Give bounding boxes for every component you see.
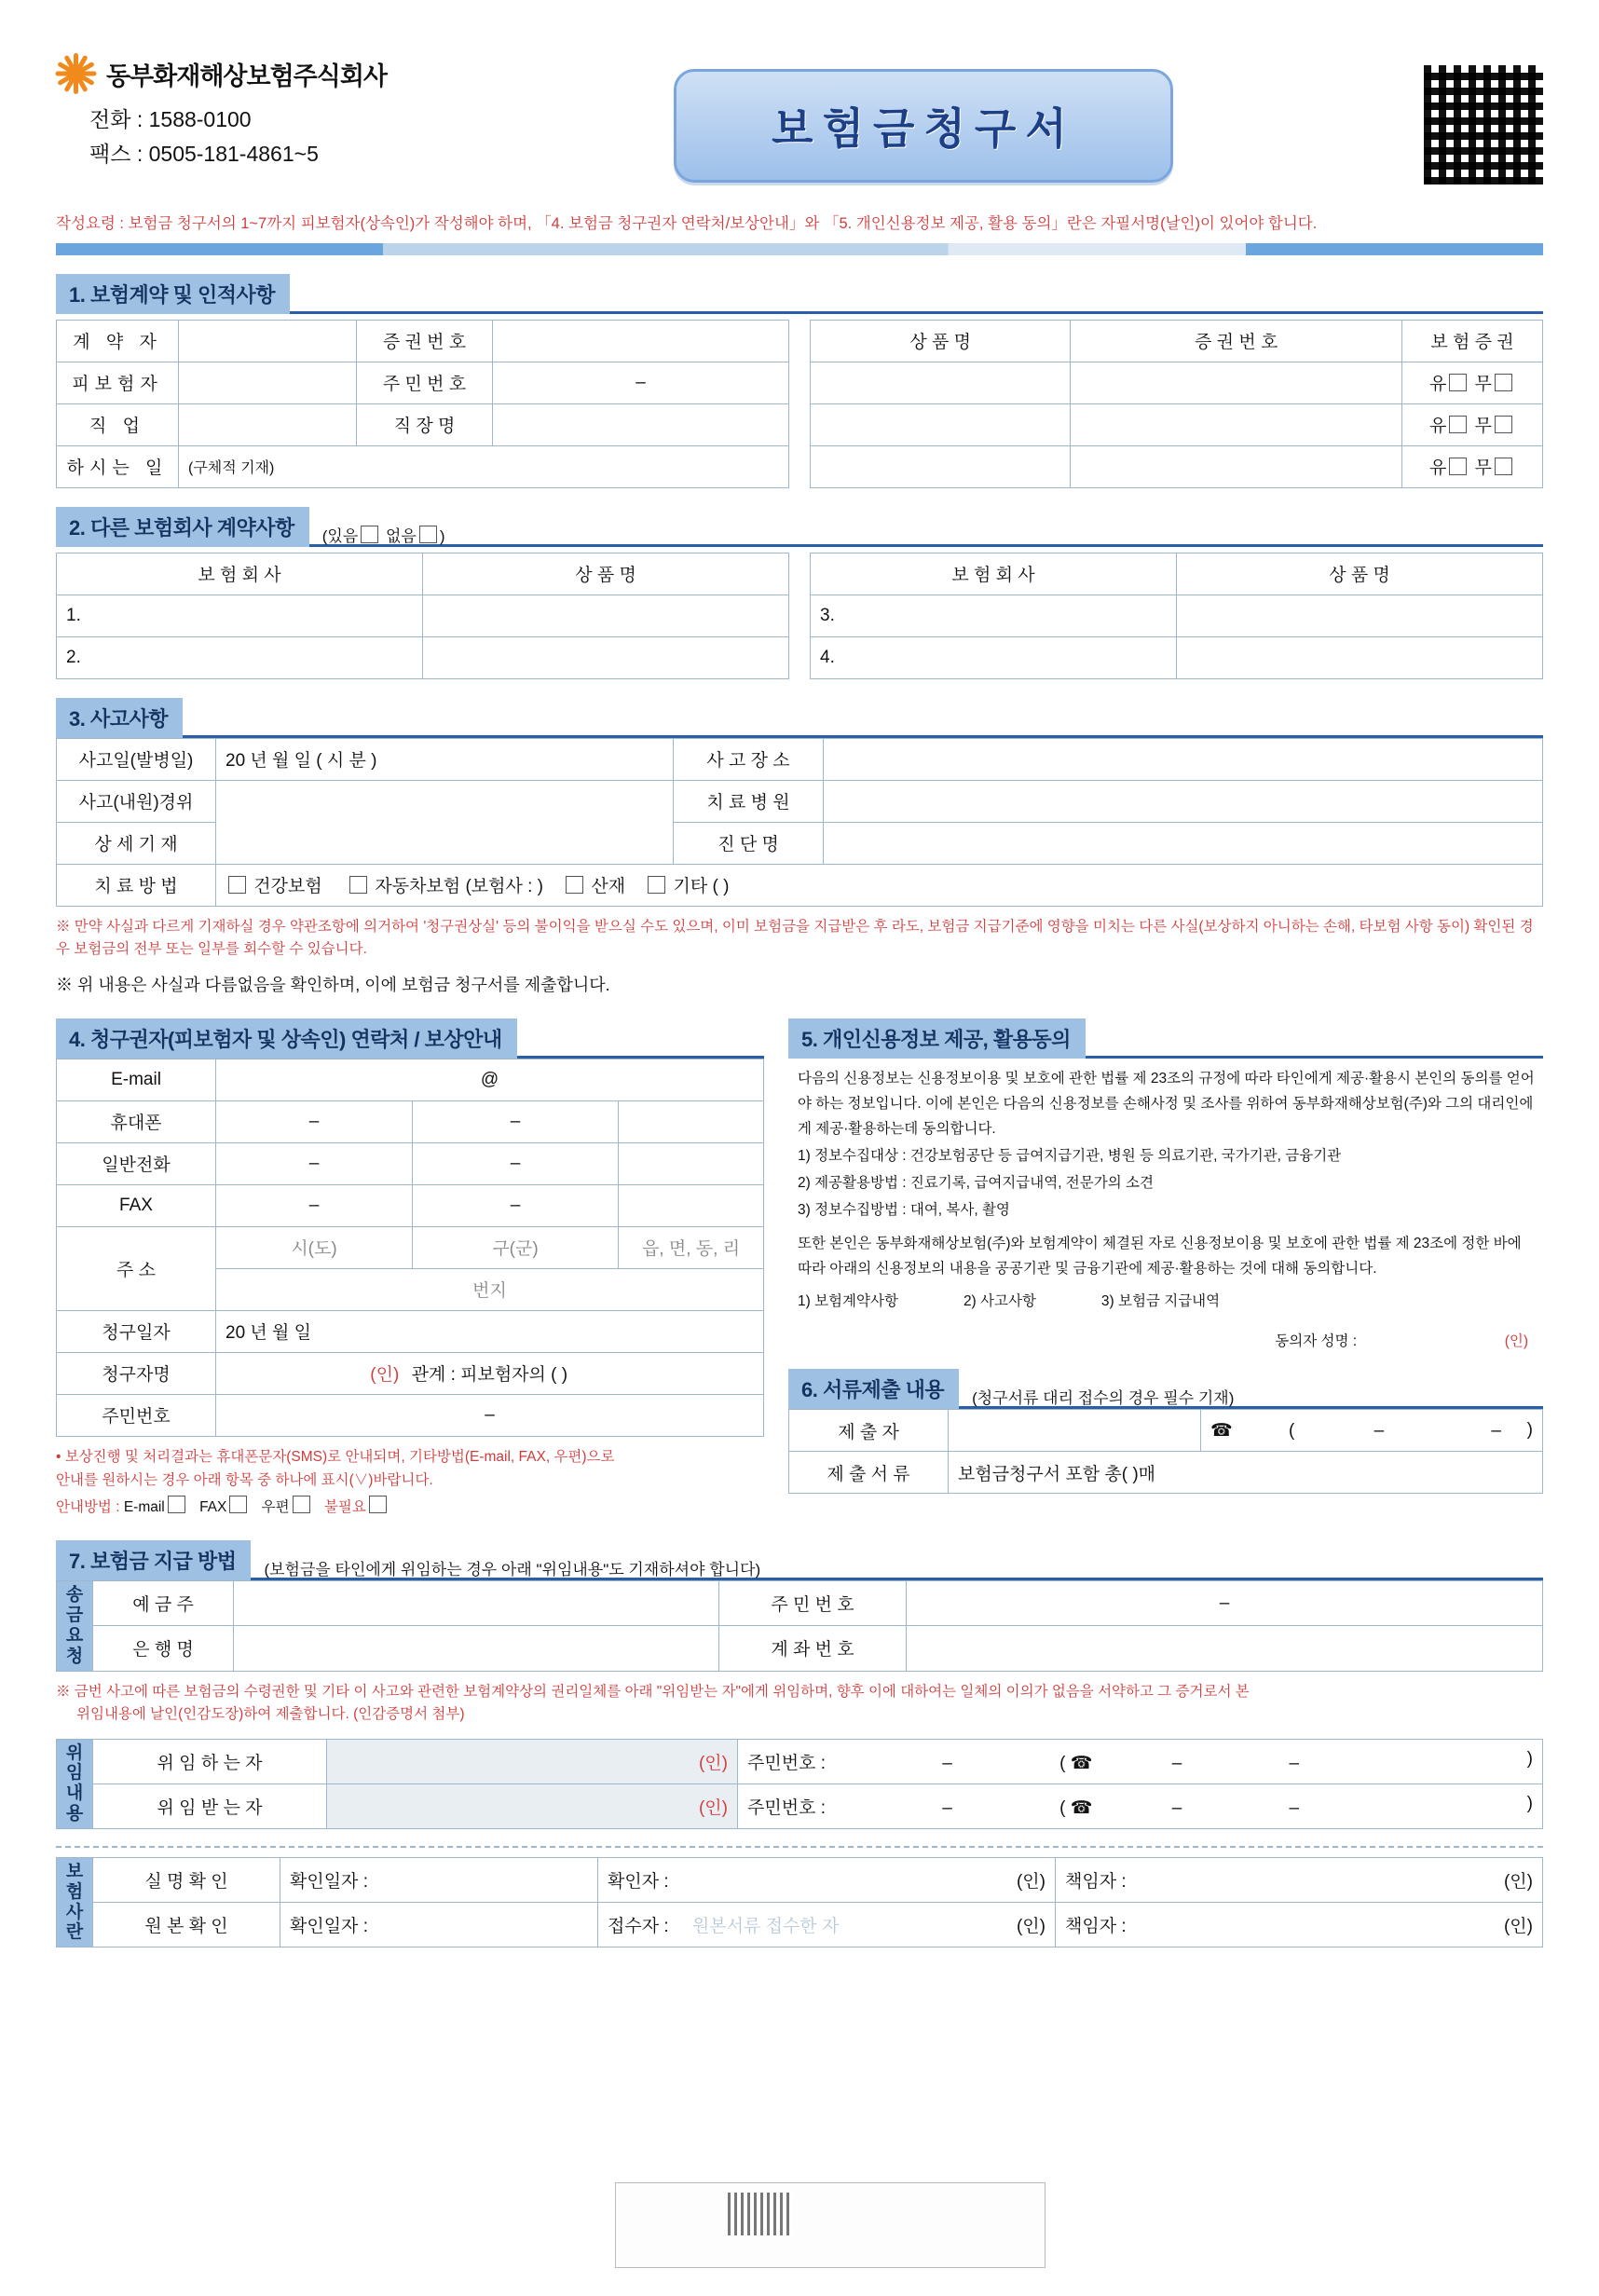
company-block [56,54,387,168]
form-instruction: 작성요령 : 보험금 청구서의 1~7까지 피보험자(상속인)가 작성해야 하며, 「4. 보험금 청구권자 연락처/보상안내」와 「5. 개인신용정보 제공, 활용 동의」란은 자필서명(날인)이 있어야 합니다. [56,215,1318,232]
input-fax-1[interactable]: – [216,1184,413,1226]
input-diagnosis[interactable] [824,822,1543,864]
section-7-extra: (보험금을 타인에게 위임하는 경우 아래 "위임내용"도 기재하셔야 합니다) [251,1556,760,1580]
policy-doc-yes: 유 [1429,417,1447,437]
section-1-title: 1. 보험계약 및 인적사항 [56,274,290,314]
table-row [57,1059,764,1100]
section-1-rule [290,287,1543,314]
input-submitter-phone[interactable] [1201,1410,1543,1452]
input-product-name[interactable] [811,362,1071,403]
paren-right: ) [1526,1419,1533,1440]
table-row [811,594,1543,636]
label-claim-date: 청구일자 [57,1310,216,1352]
label-detail: 상 세 기 재 [57,822,216,864]
input-product-name[interactable] [811,445,1071,487]
consent-p5: 또한 본인은 동부화재해상보험(주)와 보험계약이 체결된 자로 신용정보이용 및 보호에 관한 법률 제 23조에 정한 바에 따라 아래의 신용정보의 내용을 공공기관 및 금융기관에 제공·활용하는 것에 대해 동의합니다. [798,1235,1522,1277]
other-ins-yes: 있음 [327,526,359,545]
delegator-detail[interactable] [738,1739,1543,1784]
consent-seal: (인) [1504,1332,1528,1349]
policy-doc-no: 무 [1474,458,1492,479]
label-job: 직 업 [57,403,179,445]
dash-1: – [1374,1420,1385,1441]
manager-label-2: 책임자 : [1065,1917,1127,1937]
sun-logo-icon [56,54,95,93]
section-6-header [788,1369,1543,1409]
receiver-label: 접수자 : [608,1917,669,1937]
addr-part-dong[interactable]: 읍, 면, 동, 리 [619,1226,764,1268]
manager-label: 책임자 : [1065,1872,1127,1893]
section-4-header [56,1018,764,1059]
accident-confirm: ※ 위 내용은 사실과 다름없음을 확인하며, 이에 보험금 청구서를 제출합니다. [56,975,610,994]
accident-warning: ※ 만약 사실과 다르게 기재하실 경우 약관조항에 의거하여 '청구권상실' 등의 불이익을 받으실 수도 있으며, 이미 보험금을 지급받은 후 라도, 보험금 지급기준에 영향을 미치는 다른 사실(보상하지 아니하는 손해, 타보험 사항 동이) 확인된 경우 보험금의 전부 또는 일부를 회수할 수 있습니다. [56,918,1534,957]
policy-doc-yes: 유 [1429,375,1447,395]
checkbox-health-insurance[interactable] [228,876,246,894]
col-insurer: 보 험 회 사 [811,553,1177,594]
consent-p4: 3) 정보수집방법 : 대여, 복사, 촬영 [798,1202,1010,1219]
delegator-dash2: – [1171,1753,1182,1773]
dashed-separator [56,1846,1543,1848]
input-manager-2[interactable] [1056,1903,1543,1948]
consent-item-3: 3) 보험금 지급내역 [1100,1292,1221,1309]
checkbox-none[interactable] [369,1496,387,1513]
table-row [57,864,1543,906]
label-holder-ssn: 주 민 번 호 [719,1581,907,1626]
input-insurer-2[interactable]: 2. [57,636,423,678]
input-product-name[interactable] [811,403,1071,445]
input-accident-place[interactable] [824,738,1543,780]
input-insurer-3[interactable]: 3. [811,594,1177,636]
policy-doc-no: 무 [1474,375,1492,395]
table-header-row [811,320,1543,362]
option-email: E-mail [123,1499,165,1516]
input-email[interactable]: @ [216,1059,764,1100]
label-account-holder: 예 금 주 [93,1581,234,1626]
option-auto-insurance: 자동차보험 (보험사 : ) [375,877,543,897]
section-1-left [56,320,789,488]
delegatee-dash2: – [1171,1797,1182,1818]
section-7-header [56,1540,1543,1580]
section-6-title: 6. 서류제출 내용 [788,1369,959,1409]
contact-table [56,1059,764,1437]
input-holder-ssn[interactable]: – [907,1581,1543,1626]
table-row [57,780,1543,822]
delegation-warning-line1: ※ 금번 사고에 따른 보험금의 수령권한 및 기타 이 사고와 관련한 보험계약상의 권리일체를 아래 "위임받는 자"에게 위임하며, 향후 이에 대하여는 일체의 이의가 없음을 서약하고 그 증거로서 본 [56,1683,1250,1700]
col-product: 상 품 명 [423,553,789,594]
label-treatment-method: 치 료 방 법 [57,864,216,906]
label-submitter: 제 출 자 [789,1410,949,1452]
input-ssn[interactable]: – [493,362,789,403]
table-row [57,1184,764,1226]
table-row [57,1784,1543,1828]
option-none: 불필요 [323,1499,366,1516]
consent-p3: 2) 제공활용방법 : 진료기록, 급여지급내역, 전문가의 소견 [798,1175,1154,1192]
payment-vertical-label: 송 금 요 청 [57,1581,93,1671]
input-policy-no[interactable] [1071,403,1402,445]
seal-mark: (인) [370,1365,400,1386]
paren-right: ) [1526,1793,1533,1813]
input-account-holder[interactable] [234,1581,719,1626]
input-verify-date[interactable]: 확인일자 : [280,1857,598,1902]
policy-doc-choice[interactable] [1402,362,1543,403]
page-header [56,54,1543,184]
col-policy-doc: 보 험 증 권 [1402,320,1543,362]
delegator-dash3: – [1289,1753,1300,1773]
input-insurer-4[interactable]: 4. [811,636,1177,678]
input-tel-3[interactable] [619,1142,764,1184]
input-claimant-name[interactable] [216,1352,764,1394]
label-workplace: 직 장 명 [357,403,493,445]
delegatee-detail[interactable] [738,1784,1543,1828]
input-product-4[interactable] [1177,636,1543,678]
table-row [57,594,789,636]
paren-left: ( [1288,1420,1295,1441]
label-claimant-ssn: 주민번호 [57,1394,216,1436]
checkbox-no[interactable] [419,526,437,543]
table-row [57,1581,1543,1626]
delegatee-seal: (인) [698,1797,728,1818]
table-row [57,1100,764,1142]
delegator-dash: – [942,1753,952,1773]
consent-text [788,1059,1543,1354]
qr-code-icon [1424,65,1543,184]
section-3-rule [183,711,1543,738]
label-contractor: 계 약 자 [57,320,179,362]
section-5-header [788,1018,1543,1059]
label-insured: 피보험자 [57,362,179,403]
checkbox-yes[interactable] [1449,416,1467,433]
delegation-warning [56,1681,1543,1726]
input-receiver[interactable] [598,1903,1056,1948]
input-manager[interactable] [1056,1857,1543,1902]
policy-doc-yes: 유 [1429,458,1447,479]
other-insurance-table-right [810,553,1543,679]
input-account-no[interactable] [907,1626,1543,1671]
checkbox-industrial[interactable] [566,876,583,894]
table-row [57,1903,1543,1948]
label-mobile: 휴대폰 [57,1100,216,1142]
consent-item-1: 1) 보험계약사항 [798,1292,898,1309]
addr-part-gugun[interactable]: 구(군) [413,1226,619,1268]
section-1-right [810,320,1543,488]
label-email: E-mail [57,1059,216,1100]
option-fax: FAX [199,1499,227,1516]
table-row [57,403,789,445]
table-row [57,1310,764,1352]
input-claim-date[interactable]: 20 년 월 일 [216,1310,764,1352]
input-policy-no[interactable] [1071,362,1402,403]
label-original-verify: 원 본 확 인 [93,1903,280,1948]
section-2-choice[interactable]: (있음 없음 ) [309,523,445,547]
dash-2: – [1491,1420,1501,1441]
paren-left: ( [1059,1797,1066,1818]
option-post: 우편 [261,1499,290,1516]
input-accident-date[interactable]: 20 년 월 일 ( 시 분 ) [216,738,674,780]
section-5-title: 5. 개인신용정보 제공, 활용동의 [788,1018,1086,1059]
option-other: 기타 ( ) [673,877,730,897]
input-submitter[interactable] [949,1410,1201,1452]
policy-doc-choice[interactable] [1402,445,1543,487]
checkbox-no[interactable] [1495,374,1512,391]
section-1-header [56,274,1543,314]
delegatee-dash3: – [1289,1797,1300,1818]
input-product-2[interactable] [423,636,789,678]
input-product-1[interactable] [423,594,789,636]
table-header-row [811,553,1543,594]
input-tel-2[interactable]: – [413,1142,619,1184]
delegatee-dash: – [942,1797,952,1818]
section-5-rule [1086,1032,1543,1059]
page-title [674,69,1173,183]
document-submit-table [788,1409,1543,1494]
checkbox-no[interactable] [1495,458,1512,475]
col-product: 상 품 명 [1177,553,1543,594]
input-contractor[interactable] [179,320,357,362]
checkbox-yes[interactable] [361,526,378,543]
payment-table [56,1580,1543,1671]
receiver-stamp: 원본서류 접수한 자 [691,1917,840,1937]
table-row [57,362,789,403]
table-row [811,403,1543,445]
other-insurance-right [810,553,1543,679]
delegation-warning-line2: 위임내용에 날인(인감도장)하여 제출합니다. (인감증명서 첨부) [76,1705,465,1722]
delegation-table [56,1739,1543,1829]
consent-p2: 1) 정보수집대상 : 건강보험공단 등 급여지급기관, 병원 등 의료기관, 국가기관, 금융기관 [798,1148,1342,1165]
label-delegatee: 위 임 받 는 자 [93,1784,327,1828]
label-fax: FAX [57,1184,216,1226]
table-row [57,1626,1543,1671]
input-delegatee[interactable] [327,1784,738,1828]
input-delegator[interactable] [327,1739,738,1784]
section-3-title: 3. 사고사항 [56,698,183,738]
input-workplace[interactable] [493,403,789,445]
input-verifier[interactable] [598,1857,1056,1902]
contact-guide-line1: • 보상진행 및 처리결과는 휴대폰문자(SMS)로 안내되며, 기타방법(E-mail, FAX, 우편)으로 [56,1448,615,1465]
company-fax: 팩스 : 0505-181-4861~5 [89,142,319,166]
company-phone: 전화 : 1588-0100 [89,107,252,131]
policy-doc-no: 무 [1474,417,1492,437]
table-row [57,320,789,362]
verifier-seal: (인) [1016,1872,1046,1893]
label-diagnosis: 진 단 명 [674,822,824,864]
contact-guide [56,1446,764,1520]
phone-icon: ☎ [1070,1797,1093,1818]
label-telephone: 일반전화 [57,1142,216,1184]
input-bank-name[interactable] [234,1626,719,1671]
delegator-seal: (인) [698,1753,728,1773]
section-2-body [56,553,1543,679]
insurer-office-table [56,1857,1543,1948]
input-hospital[interactable] [824,780,1543,822]
manager-seal-2: (인) [1503,1917,1533,1937]
option-industrial: 산재 [591,877,626,897]
label-ssn: 주 민 번 호 [357,362,493,403]
input-mobile-3[interactable] [619,1100,764,1142]
input-fax-3[interactable] [619,1184,764,1226]
checkbox-other[interactable] [648,876,665,894]
other-insurance-left [56,553,789,679]
checkbox-yes[interactable] [1449,458,1467,475]
table-row [57,1857,1543,1902]
table-row [57,738,1543,780]
addr-part-sido[interactable]: 시(도) [216,1226,413,1268]
input-insured[interactable] [179,362,357,403]
checkbox-yes[interactable] [1449,374,1467,391]
section-7-rule [760,1553,1543,1580]
table-row [57,1394,764,1436]
consent-sign-label: 동의자 성명 : [1275,1332,1358,1349]
label-accident-cause: 사고(내원)경위 [57,780,216,822]
table-row [57,445,789,487]
relation-text: 관계 : 피보험자의 ( ) [411,1365,568,1386]
section-4 [56,1000,764,1520]
delegatee-ssn-label: 주민번호 : [747,1797,826,1818]
input-mobile-2[interactable]: – [413,1100,619,1142]
contract-person-table [56,320,789,488]
section-2-header [56,507,1543,547]
input-product-3[interactable] [1177,594,1543,636]
checkbox-email[interactable] [168,1496,185,1513]
input-claimant-ssn[interactable]: – [216,1394,764,1436]
col-product-name: 상 품 명 [811,320,1071,362]
table-row [789,1452,1543,1494]
table-row [57,636,789,678]
contact-guide-line2: 안내를 원하시는 경우 아래 항목 중 하나에 표시(∨)바랍니다. [56,1471,433,1488]
label-accident-place: 사 고 장 소 [674,738,824,780]
mid-columns [56,1000,1543,1520]
input-mobile-1[interactable]: – [216,1100,413,1142]
col-insurer: 보 험 회 사 [57,553,423,594]
checkbox-fax[interactable] [229,1496,247,1513]
paren-right: ) [1526,1748,1533,1769]
contact-method-row[interactable] [56,1496,764,1520]
label-work-detail: 하시는 일 [57,445,179,487]
label-name-verify: 실 명 확 인 [93,1857,280,1902]
input-work-detail[interactable]: (구체적 기재) [179,445,789,487]
section-4-title: 4. 청구권자(피보험자 및 상속인) 연락처 / 보상안내 [56,1018,517,1059]
checkbox-auto-insurance[interactable] [349,876,367,894]
phone-icon: ☎ [1070,1753,1093,1773]
delegator-ssn-label: 주민번호 : [747,1753,826,1773]
label-policy-no: 증 권 번 호 [357,320,493,362]
input-policy-no[interactable] [1071,445,1402,487]
section-5-6 [788,1000,1543,1520]
other-ins-no: 없음 [385,526,417,545]
input-policy-no[interactable] [493,320,789,362]
delegation-vertical-label: 위 임 내 용 [57,1739,93,1828]
table-row [789,1410,1543,1452]
input-tel-1[interactable]: – [216,1142,413,1184]
table-row [57,1142,764,1184]
label-hospital: 치 료 병 원 [674,780,824,822]
table-row [57,1226,764,1268]
label-claimant-name: 청구자명 [57,1352,216,1394]
input-fax-2[interactable]: – [413,1184,619,1226]
accident-table [56,738,1543,907]
label-delegator: 위 임 하 는 자 [93,1739,327,1784]
insurer-vertical-label: 보 험 사 란 [57,1857,93,1947]
section-6-extra: (청구서류 대리 접수의 경우 필수 기재) [959,1385,1234,1409]
checkbox-post[interactable] [293,1496,310,1513]
contact-method-label: 안내방법 : [56,1499,120,1516]
policy-doc-choice[interactable] [1402,403,1543,445]
input-accident-cause[interactable] [216,780,674,864]
input-original-date[interactable]: 확인일자 : [280,1903,598,1948]
addr-part-bunji[interactable]: 번지 [216,1268,764,1310]
input-job[interactable] [179,403,357,445]
col-policy-no: 증 권 번 호 [1071,320,1402,362]
section-7-title: 7. 보험금 지급 방법 [56,1540,251,1580]
table-row [57,1352,764,1394]
table-row [57,1739,1543,1784]
section-3-header [56,698,1543,738]
verifier-label: 확인자 : [608,1872,669,1893]
phone-icon: ☎ [1210,1420,1233,1441]
consent-item-2: 2) 사고사항 [963,1292,1036,1309]
table-row [811,362,1543,403]
page-title-text: 보험금청구서 [772,104,1076,153]
section-1-body [56,320,1543,488]
checkbox-no[interactable] [1495,416,1512,433]
section-4-rule [517,1032,764,1059]
input-documents[interactable]: 보험금청구서 포함 총( )매 [949,1452,1543,1494]
input-insurer-1[interactable]: 1. [57,594,423,636]
table-row [811,636,1543,678]
consent-p1: 다음의 신용정보는 신용정보이용 및 보호에 관한 법률 제 23조의 규정에 따라 타인에게 제공·활용시 본인의 동의를 얻어야 하는 정보입니다. 이에 본인은 다음의 신용정보를 손해사정 및 조사를 위하여 동부화재해상보험(주)와 그의 대리인에게 제공·활용하는데 동의합니다. [798,1070,1535,1138]
company-name: 동부화재해상보험주식회사 [106,62,387,90]
table-header-row [57,553,789,594]
divider-bar [56,243,1543,255]
section-2-rule [445,520,1543,547]
label-accident-date: 사고일(발병일) [57,738,216,780]
other-insurance-table-left [56,553,789,679]
label-account-no: 계 좌 번 호 [719,1626,907,1671]
section-2-title: 2. 다른 보험회사 계약사항 [56,507,309,547]
label-address: 주 소 [57,1226,216,1310]
table-row [811,445,1543,487]
section-6-rule [1234,1382,1543,1409]
label-bank-name: 은 행 명 [93,1626,234,1671]
option-health-insurance: 건강보험 [253,877,322,897]
barcode-footer [615,2182,1046,2268]
paren-left: ( [1059,1753,1066,1773]
treatment-options[interactable] [216,864,1543,906]
label-documents: 제 출 서 류 [789,1452,949,1494]
policy-list-table [810,320,1543,488]
manager-seal: (인) [1503,1872,1533,1893]
receiver-seal: (인) [1016,1917,1046,1937]
